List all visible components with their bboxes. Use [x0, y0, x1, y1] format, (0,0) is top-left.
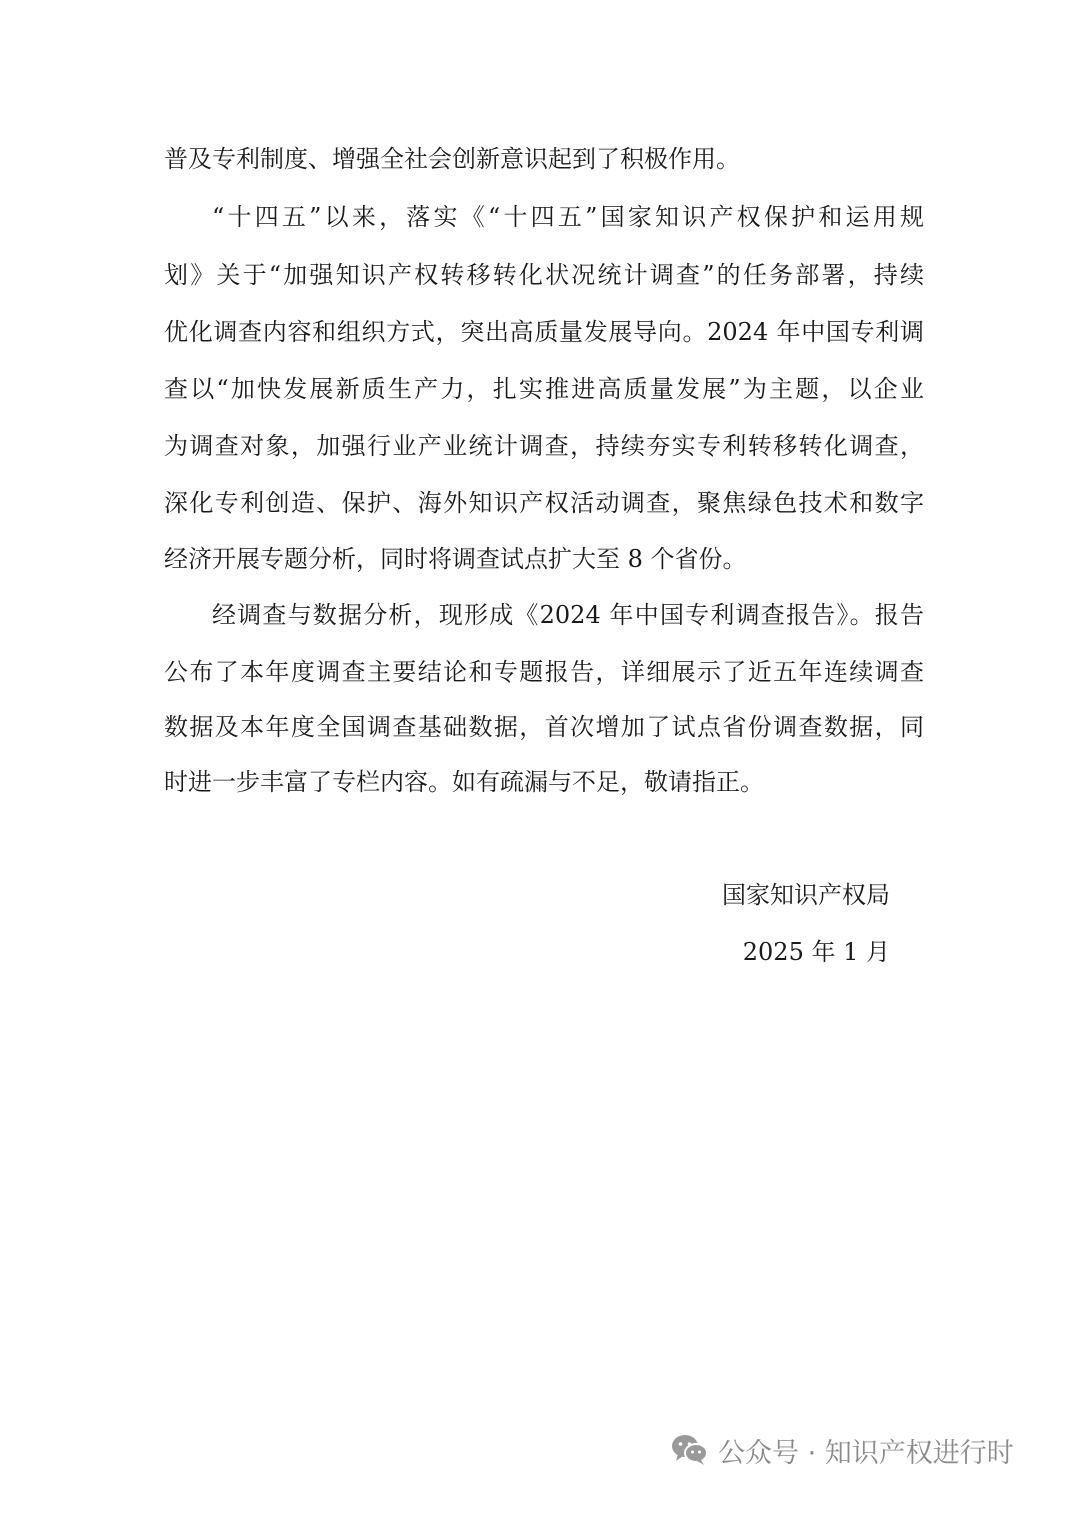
paragraph-line: 经调查与数据分析，现形成《2024 年中国专利调查报告》。报告 [212, 601, 924, 629]
watermark [670, 1430, 1014, 1470]
paragraph-line: “十四五”以来，落实《“十四五”国家知识产权保护和运用规 [212, 203, 924, 231]
paragraph-line: 查以“加快发展新质生产力，扎实推进高质量发展”为主题，以企业 [164, 375, 924, 403]
paragraph-line: 经济开展专题分析，同时将调查试点扩大至 8 个省份。 [164, 545, 747, 573]
paragraph-line: 深化专利创造、保护、海外知识产权活动调查，聚焦绿色技术和数字 [164, 489, 924, 517]
paragraph-line: 时进一步丰富了专栏内容。如有疏漏与不足，敬请指正。 [164, 768, 764, 796]
wechat-icon [670, 1432, 710, 1468]
paragraph-line: 公布了本年度调查主要结论和专题报告，详细展示了近五年连续调查 [164, 658, 924, 686]
paragraph-line: 数据及本年度全国调查基础数据，首次增加了试点省份调查数据，同 [164, 713, 924, 741]
paragraph-line: 划》关于“加强知识产权转移转化状况统计调查”的任务部署，持续 [164, 261, 924, 289]
watermark-text: 公众号 · 知识产权进行时 [718, 1437, 1014, 1469]
paragraph-line: 普及专利制度、增强全社会创新意识起到了积极作用。 [164, 145, 740, 173]
signature-date: 2025 年 1 月 [742, 938, 890, 966]
paragraph-line: 优化调查内容和组织方式，突出高质量发展导向。2024 年中国专利调 [164, 318, 924, 346]
paragraph-line: 为调查对象，加强行业产业统计调查，持续夯实专利转移转化调查， [164, 432, 924, 460]
signature-organization: 国家知识产权局 [722, 881, 890, 909]
